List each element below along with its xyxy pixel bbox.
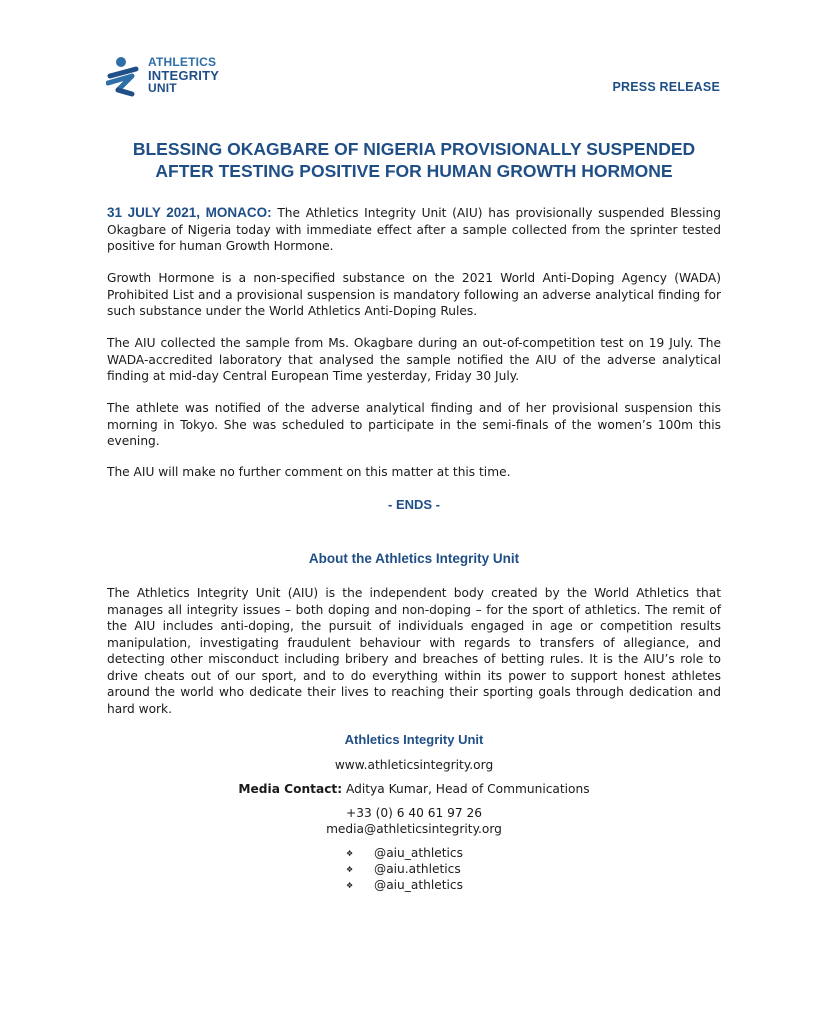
phone-number: +33 (0) 6 40 61 97 26 — [345, 806, 482, 820]
headline-line-2: AFTER TESTING POSITIVE FOR HUMAN GROWTH HORMONE — [155, 161, 673, 181]
logo-line-2: INTEGRITY — [148, 68, 220, 83]
website-link[interactable]: www.athleticsintegrity.org — [334, 758, 494, 772]
social-item-twitter[interactable] — [346, 845, 463, 861]
social-item-facebook[interactable] — [346, 877, 463, 893]
footer-org-name: Athletics Integrity Unit — [344, 732, 484, 747]
email-link[interactable]: media@athleticsintegrity.org — [326, 822, 502, 836]
facebook-icon: ❖ — [346, 880, 354, 890]
instagram-icon: ❖ — [346, 864, 354, 874]
media-contact-label: Media Contact: — [238, 782, 343, 796]
paragraph-3: The AIU collected the sample from Ms. Okagbare during an out-of-competition test on 19 July. The WADA-accredited laboratory that analysed the sample notified the AIU of the adverse analytical finding at mid-day Central European Time yesterday, Friday 30 July. — [107, 336, 721, 383]
media-contact — [108, 781, 720, 797]
press-release-label: PRESS RELEASE — [612, 80, 720, 94]
about-text: The Athletics Integrity Unit (AIU) is the independent body created by the World Athletics that manages all integrity issues – both doping and non-doping – for the sport of athletics. The remit of the AIU includes anti-doping, the pursuit of individuals engaged in age or competition results manipulation, investigating fraudulent behaviour with regards to transfers of allegiance, and detecting other misconduct including bribery and breaches of betting rules. It is the AIU’s role to drive cheats out of our sport, and to do everything within its power to support honest athletes around the world who dedicate their lives to reaching their sporting goals through dedication and hard work. — [107, 586, 721, 716]
paragraph-4: The athlete was notified of the adverse analytical finding and of her provisional suspension this morning in Tokyo. She was scheduled to participate in the semi-finals of the women’s 100m this evening. — [107, 401, 721, 448]
paragraph-5: The AIU will make no further comment on this matter at this time. — [107, 465, 511, 479]
social-list — [346, 845, 463, 893]
social-handle: @aiu_athletics — [374, 846, 463, 860]
social-handle: @aiu_athletics — [374, 878, 463, 892]
logo-line-3: UNIT — [148, 81, 177, 95]
athlete-logo-icon — [106, 56, 142, 98]
about-title: About the Athletics Integrity Unit — [308, 551, 520, 566]
headline-line-1: BLESSING OKAGBARE OF NIGERIA PROVISIONALLY SUSPENDED — [132, 139, 696, 159]
paragraph-1 — [107, 205, 721, 255]
ends-marker: - ENDS - — [388, 497, 440, 512]
aiu-logo — [106, 56, 226, 100]
headline — [108, 138, 720, 182]
logo-line-1: ATHLETICS — [148, 55, 217, 69]
social-item-instagram[interactable] — [346, 861, 463, 877]
logo-wordmark — [148, 56, 219, 95]
social-handle: @aiu.athletics — [374, 862, 461, 876]
twitter-icon: ❖ — [346, 848, 354, 858]
dateline: 31 JULY 2021, MONACO: — [107, 205, 272, 220]
paragraph-2: Growth Hormone is a non-specified substance on the 2021 World Anti-Doping Agency (WADA) Prohibited List and a provisional suspension is mandatory following an adverse analytical finding for such substance under the World Athletics Anti-Doping Rules. — [107, 271, 721, 318]
media-contact-value: Aditya Kumar, Head of Communications — [342, 782, 590, 796]
paragraph-1-text: The Athletics Integrity Unit (AIU) has provisionally suspended Blessing Okagbare of Nigeria today with immediate effect after a sample collected from the sprinter tested positive for human Growth Hormone. — [107, 206, 721, 253]
